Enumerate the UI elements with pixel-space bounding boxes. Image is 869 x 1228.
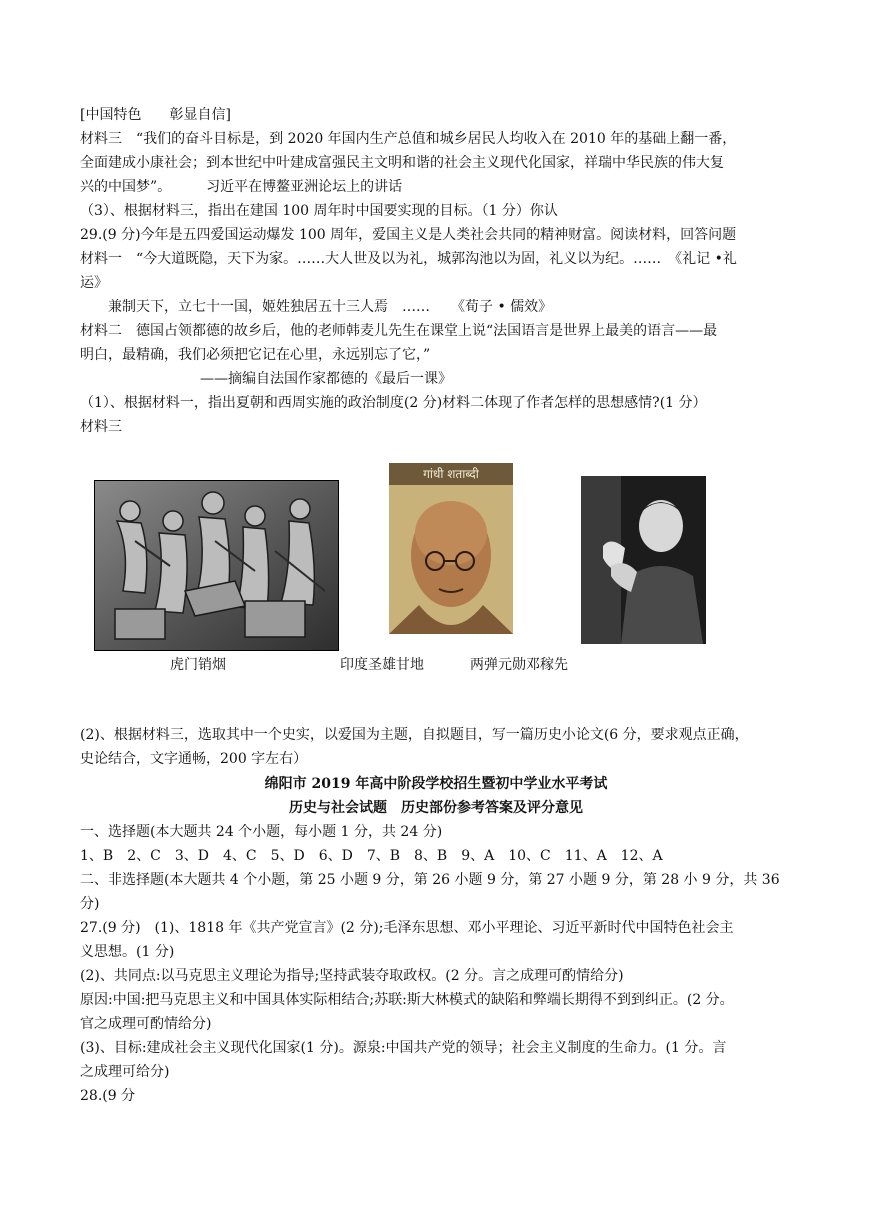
text-line: 官之成理可酌情给分)	[80, 1016, 212, 1032]
humen-relief-image	[94, 480, 339, 651]
text-line: 材料三 “我们的奋斗目标是，到 2020 年国内生产总值和城乡居民人均收入在 2010 年的基础上翻一番，	[80, 131, 737, 147]
caption-humen: 虎门销烟	[170, 657, 226, 673]
caption-gandhi: 印度圣雄甘地	[340, 657, 424, 673]
text-line: 二、非选择题(本大题共 4 个小题，第 25 小题 9 分，第 26 小题 9 分，第 27 小题 9 分，第 28 小 9 分，共 36	[80, 872, 780, 888]
answer-title: 绵阳市 2019 年高中阶段学校招生暨初中学业水平考试	[264, 776, 608, 792]
question-line: （1）、根据材料一，指出夏朝和西周实施的政治制度(2 分)材料二体现了作者怎样的思想感情?(1 分）	[80, 395, 707, 411]
text-line: 27.(9 分) (1)、1818 年《共产党宣言》(2 分);毛泽东思想、邓小平理论、习近平新时代中国特色社会主	[80, 920, 734, 936]
text-line: (2)、共同点:以马克思主义理论为指导;坚持武装夺取政权。(2 分。言之成理可酌情给分)	[80, 968, 624, 984]
text-line: 材料二 德国占领都德的故乡后，他的老师韩麦儿先生在课堂上说“法国语言是世界上最美的语言——最	[80, 323, 718, 339]
text-line: 运》	[80, 275, 108, 291]
text-line: 兼制天下，立七十一国，姬姓独居五十三人焉 …… 《荀子 • 儒效》	[80, 299, 553, 315]
gandhi-stamp-image	[389, 463, 513, 634]
section-heading: [中国特色 彰显自信]	[80, 107, 231, 123]
text-line: 之成理可给分)	[80, 1064, 170, 1080]
text-line: 原因:中国:把马克思主义和中国具体实际相结合;苏联:斯大林模式的缺陷和弊端长期得不到到纠正。(2 分。	[80, 992, 734, 1008]
text-line: (3)、目标:建成社会主义现代化国家(1 分)。源泉:中国共产党的领导；社会主义制度的生命力。(1 分。言	[80, 1040, 727, 1056]
text-line: 材料一 “今大道既隐，天下为家。……大人世及以为礼，城郭沟池以为固，礼义以为纪。…… 《礼记 •礼	[80, 251, 737, 267]
source-citation: ——摘编自法国作家都德的《最后一课》	[200, 371, 452, 387]
text-line: 义思想。(1 分)	[80, 944, 175, 960]
answer-key-line: 1、B 2、C 3、D 4、C 5、D 6、D 7、B 8、B 9、A 10、C 11、A 12、A	[80, 848, 663, 864]
answer-subtitle: 历史与社会试题 历史部份参考答案及评分意见	[289, 800, 583, 816]
material-label: 材料三	[80, 419, 122, 435]
text-line: 28.(9 分	[80, 1088, 136, 1104]
question-line: (2)、根据材料三，选取其中一个史实，以爱国为主题，自拟题目，写一篇历史小论文(6 分，要求观点正确，	[80, 727, 749, 743]
text-line: 分)	[80, 896, 100, 912]
question-line: 史论结合，文字通畅，200 字左右）	[80, 751, 308, 767]
caption-deng: 两弹元勋邓稼先	[470, 657, 568, 673]
deng-jiaxian-photo	[581, 476, 706, 644]
text-line: 明白，最精确，我们必须把它记在心里，永远别忘了它，”	[80, 347, 431, 363]
stamp-banner: गांधी शताब्दी	[389, 463, 513, 485]
question-line: 29.(9 分)今年是五四爱国运动爆发 100 周年，爱国主义是人类社会共同的精神财富。阅读材料，回答问题	[80, 227, 737, 243]
question-line: （3）、根据材料三，指出在建国 100 周年时中国要实现的目标。（1 分）你认	[80, 203, 558, 219]
text-line: 兴的中国梦”。 习近平在博鳌亚洲论坛上的讲话	[80, 179, 403, 195]
text-line: 一、选择题(本大题共 24 个小题，每小题 1 分，共 24 分)	[80, 824, 443, 840]
text-line: 全面建成小康社会；到本世纪中叶建成富强民主文明和谐的社会主义现代化国家，祥瑞中华民族的伟大复	[80, 155, 724, 171]
